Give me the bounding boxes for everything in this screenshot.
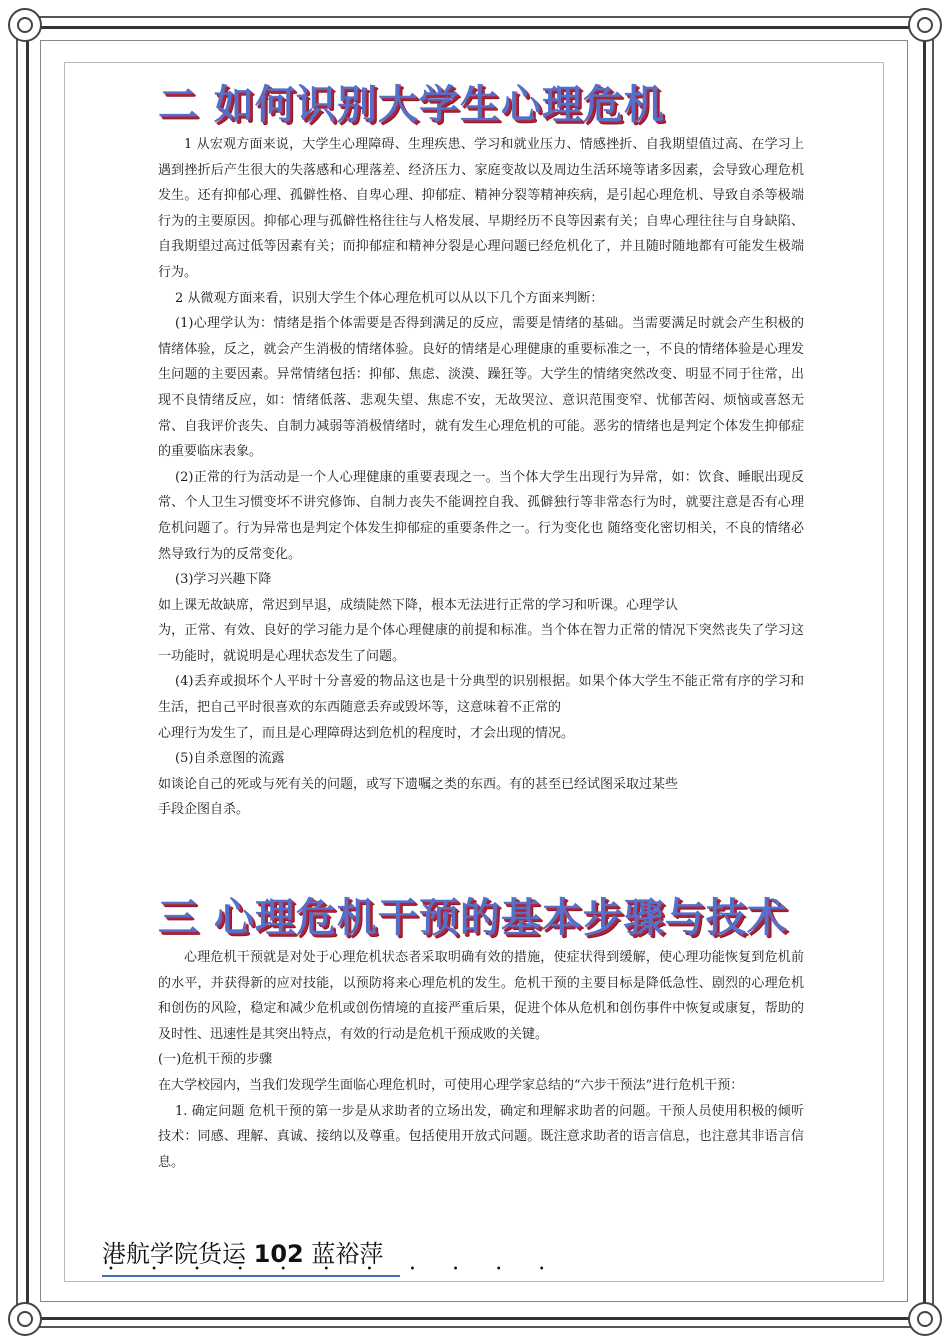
paragraph: 在大学校园内，当我们发现学生面临心理危机时，可使用心理学家总结的“六步干预法”进行危机干预：	[158, 1078, 744, 1093]
section-2-title: 二 如何识别大学生心理危机	[158, 82, 665, 128]
paragraph: (1)心理学认为：情绪是指个体需要是否得到满足的反应，需要是情绪的基础。当需要满足时就会产生积极的情绪体验，反之，就会产生消极的情绪体验。良好的情绪是心理健康的重要标准之一，不良的情绪体验是心理发生问题的主要因素。异常情绪包括：抑郁、焦虑、淡漠、躁狂等。大学生的情绪突然改变、明显不同于往常，出现不良情绪反应，如：情绪低落、悲观失望、焦虑不安，无故哭泣、意识范围变窄、忧郁苦闷、烦恼或喜怒无常、自我评价丧失、自制力减弱等消极情绪时，就有发生心理危机的可能。恶劣的情绪也是判定个体发生抑郁症的重要临床表象。	[158, 316, 804, 460]
corner-ornament-icon	[8, 8, 42, 42]
paragraph: (5)自杀意图的流露	[175, 751, 285, 767]
paragraph: 手段企图自杀。	[158, 802, 250, 818]
corner-ornament-icon	[8, 1302, 42, 1336]
paragraph: 心理危机干预就是对处于心理危机状态者采取明确有效的措施，使症状得到缓解，使心理功能恢复到危机前的水平，并获得新的应对技能，以预防将来心理危机的发生。危机干预的主要目标是降低急性、剧烈的心理危机和创伤的风险，稳定和减少危机或创伤情境的直接严重后果，促进个体从危机和创伤事件中恢复或康复，帮助的及时性、迅速性是其突出特点，有效的行动是危机干预成败的关键。	[158, 950, 804, 1042]
footer-number: 102	[253, 1240, 304, 1268]
paragraph: 为，正常、有效、良好的学习能力是个体心理健康的前提和标准。当个体在智力正常的情况下突然丧失了学习这一功能时，就说明是心理状态发生了问题。	[158, 623, 804, 664]
section-3-title: 三 心理危机干预的基本步骤与技术	[158, 895, 788, 942]
paragraph: 如谈论自己的死或与死有关的问题，或写下遗嘱之类的东西。有的甚至已经试图采取过某些	[158, 776, 679, 792]
paragraph: 2 从微观方面来看，识别大学生个体心理危机可以从以下几个方面来判断：	[175, 290, 604, 306]
footer-underline	[102, 1275, 400, 1277]
corner-ornament-icon	[908, 1302, 942, 1336]
corner-ornament-icon	[908, 8, 942, 42]
paragraph: (一)危机干预的步骤	[158, 1052, 273, 1068]
emphasis-dots: • • • • • • • • • • •	[108, 1264, 562, 1275]
paragraph: (2)正常的行为活动是一个人心理健康的重要表现之一。当个体大学生出现行为异常，如：饮食、睡眠出现反常、个人卫生习惯变坏不讲究修饰、自制力丧失不能调控自我、孤僻独行等非常态行为时，就要注意是否有心理危机问题了。行为异常也是判定个体发生抑郁症的重要条件之一。行为变化也 随络变化密切相关，不良的情绪必然导致行为的反常变化。	[158, 469, 804, 562]
footer-text-b: 蓝裕萍	[311, 1240, 384, 1268]
document-body	[158, 78, 804, 1175]
paragraph: 如上课无故缺席，常迟到早退，成绩陡然下降，根本无法进行正常的学习和听课。心理学认	[158, 597, 679, 613]
paragraph: (3)学习兴趣下降	[175, 572, 272, 588]
footer-text-a: 港航学院货运	[102, 1240, 246, 1268]
paragraph: 1. 确定问题 危机干预的第一步是从求助者的立场出发，确定和理解求助者的问题。干预人员使用积极的倾听技术：同感、理解、真诚、接纳以及尊重。包括使用开放式问题。既注意求助者的语言信息，也注意其非语言信息。	[158, 1103, 804, 1170]
paragraph: (4)丢弃或损坏个人平时十分喜爱的物品这也是十分典型的识别根据。如果个体大学生不能正常有序的学习和生活，把自己平时很喜欢的东西随意丢弃或毁坏等，这意味着不正常的	[158, 674, 804, 716]
paragraph: 1 从宏观方面来说，大学生心理障碍、生理疾患、学习和就业压力、情感挫折、自我期望值过高、在学习上遇到挫折后产生很大的失落感和心理落差、经济压力、家庭变故以及周边生活环境等诸多因素，会导致心理危机发生。还有抑郁心理、孤僻性格、自卑心理、抑郁症、精神分裂等精神疾病，是引起心理危机、导致自杀等极端行为的主要原因。抑郁心理与孤僻性格往往与人格发展、早期经历不良等因素有关；自卑心理往往与自身缺陷、自我期望过高过低等因素有关；而抑郁症和精神分裂是心理问题已经危机化了，并且随时随地都有可能发生极端行为。	[158, 137, 804, 280]
paragraph: 心理行为发生了，而且是心理障碍达到危机的程度时，才会出现的情况。	[158, 725, 575, 741]
